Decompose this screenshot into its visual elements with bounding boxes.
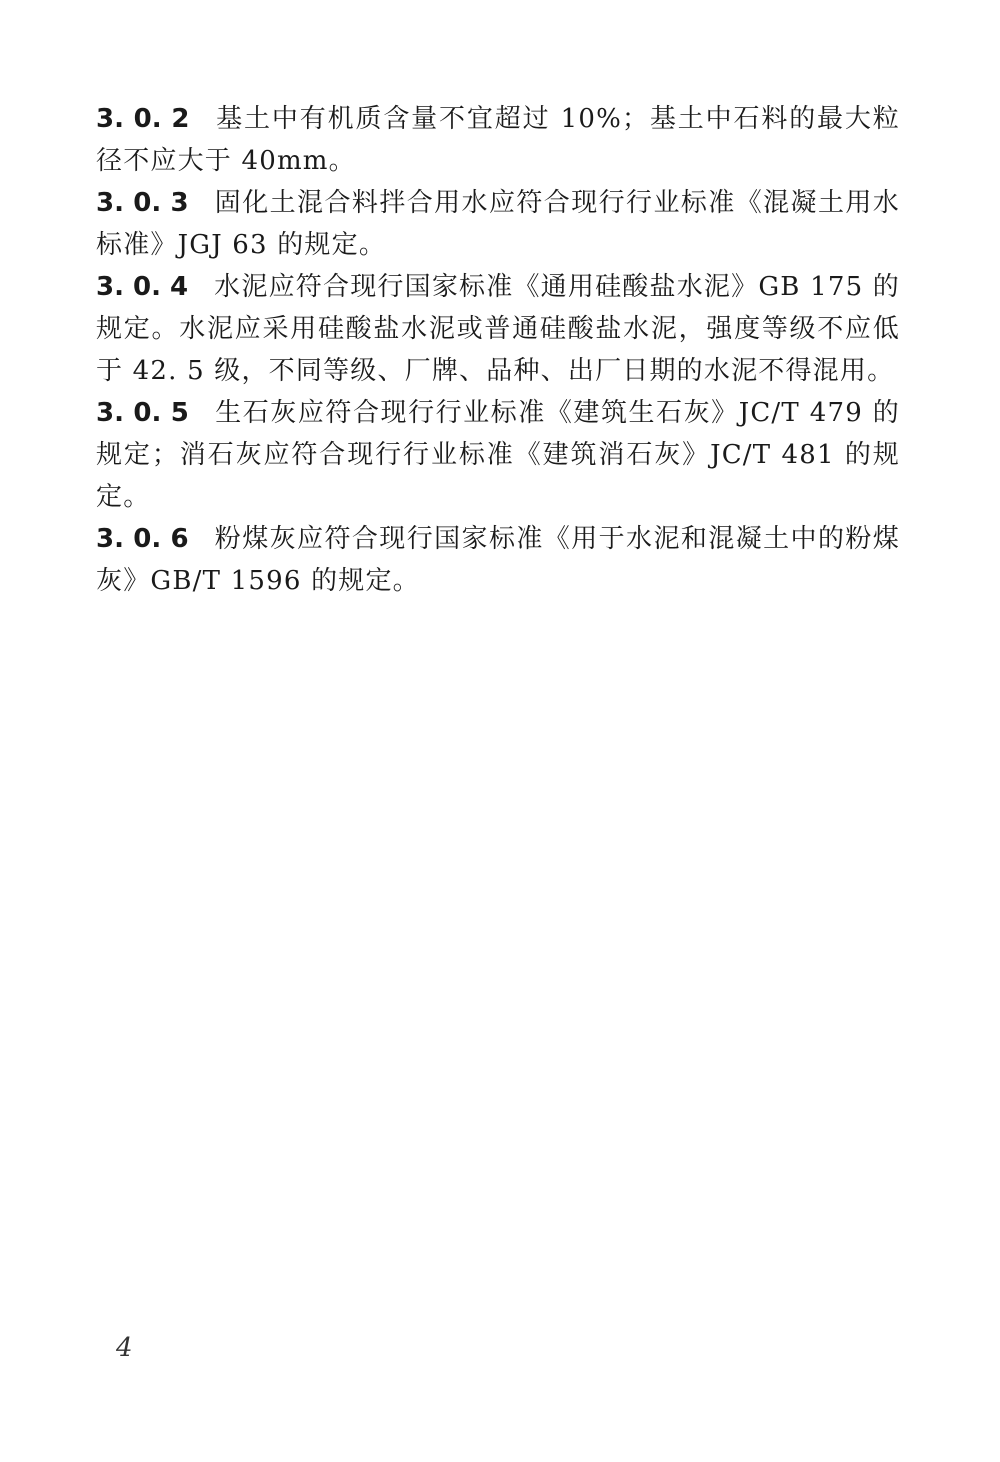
clause-text: 粉煤灰应符合现行国家标准《用于水泥和混凝土中的粉煤灰》GB/T 1596 的规定。 bbox=[96, 524, 900, 596]
clause-text: 水泥应符合现行国家标准《通用硅酸盐水泥》GB 175 的规定。水泥应采用硅酸盐水泥或普通硅酸盐水泥，强度等级不应低于 42. 5 级，不同等级、厂牌、品种、出厂日期的水泥不得混用。 bbox=[96, 272, 900, 386]
clause-text: 生石灰应符合现行行业标准《建筑生石灰》JC/T 479 的规定；消石灰应符合现行行业标准《建筑消石灰》JC/T 481 的规定。 bbox=[96, 398, 900, 512]
clause-number: 3. 0. 2 bbox=[96, 104, 190, 134]
clause-3-0-3 bbox=[96, 182, 900, 266]
clause-3-0-6 bbox=[96, 518, 900, 602]
page-number: 4 bbox=[116, 1333, 133, 1363]
clause-3-0-5 bbox=[96, 392, 900, 518]
clause-number: 3. 0. 5 bbox=[96, 398, 189, 428]
clause-3-0-2 bbox=[96, 98, 900, 182]
clause-number: 3. 0. 3 bbox=[96, 188, 189, 218]
clause-text: 基土中有机质含量不宜超过 10%；基土中石料的最大粒径不应大于 40mm。 bbox=[96, 104, 900, 176]
clause-list bbox=[96, 98, 900, 602]
clause-number: 3. 0. 4 bbox=[96, 272, 189, 302]
clause-number: 3. 0. 6 bbox=[96, 524, 189, 554]
clause-3-0-4 bbox=[96, 266, 900, 392]
clause-text: 固化土混合料拌合用水应符合现行行业标准《混凝土用水标准》JGJ 63 的规定。 bbox=[96, 188, 900, 260]
